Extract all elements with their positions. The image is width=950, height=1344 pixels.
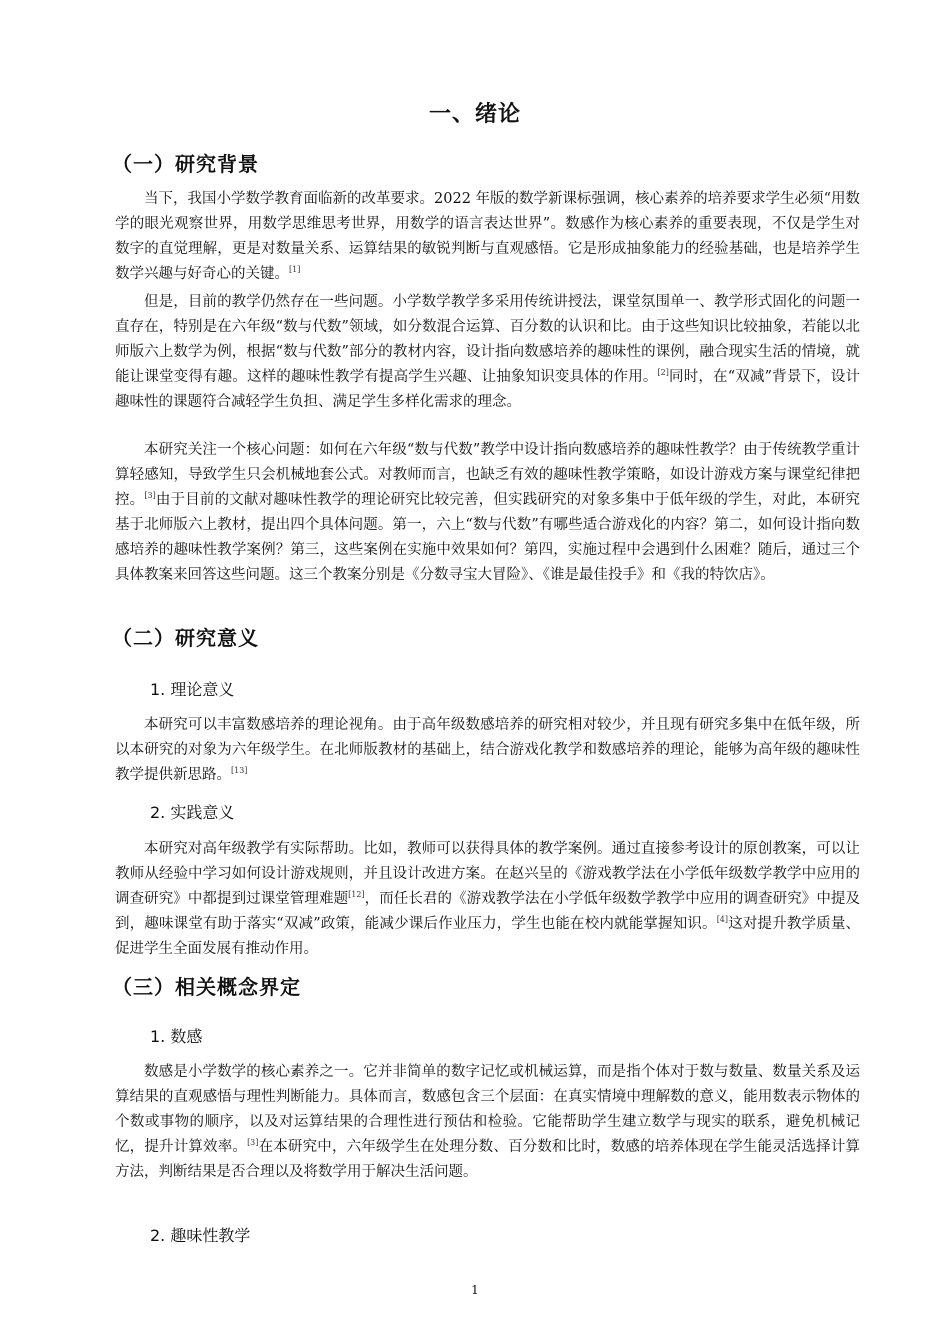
citation-marker: [1] <box>289 265 301 275</box>
citation-marker: [3] <box>144 491 156 501</box>
paragraph-text: 数感是小学数学的核心素养之一。它并非简单的数字记忆或机械运算，而是指个体对于数与数量、数量关系及运算结果的直观感悟与理性判断能力。具体而言，数感包含三个层面：在真实情境中理解数的意义，能用数表示物体的个数或事物的顺序，以及对运算结果的合理性进行预估和检验。它能帮助学生建立数学与现实的联系，避免机械记忆，提升计算效率。 <box>115 1064 860 1155</box>
section-heading-background: （一）研究背景 <box>112 152 259 176</box>
paragraph-text: 这对提升教学质量、促进学生全面发展有推动作用。 <box>115 916 861 957</box>
paragraph-background-1 <box>115 187 860 287</box>
paragraph-text: 同时，在“双减”背景下，设计趣味性的课题符合减轻学生负担、满足学生多样化需求的理念。 <box>115 369 861 410</box>
chapter-title: 一、绪论 <box>428 102 521 127</box>
paragraph-number-sense <box>115 1060 860 1185</box>
citation-marker: [2] <box>657 368 669 378</box>
section-heading-significance: （二）研究意义 <box>112 626 259 650</box>
subsection-heading-fun-teaching: 2. 趣味性教学 <box>150 1226 251 1245</box>
citation-marker: [4] <box>716 915 729 925</box>
subsection-heading-theory: 1. 理论意义 <box>150 680 235 699</box>
paragraph-text: 由于目前的文献对趣味性教学的理论研究比较完善，但实践研究的对象多集中于低年级的学生，对此，本研究基于北师版六上教材，提出四个具体问题。第一，六上“数与代数”有哪些适合游戏化的内容？第二，如何设计指向数感培养的趣味性教学案例？第三，这些案例在实施中效果如何？第四，实施过程中会遇到什么困难？随后，通过三个具体教案来回答这些问题。这三个教案分别是《分数寻宝大冒险》、《谁是最佳投手》和《我的特饮店》。 <box>115 492 861 583</box>
paragraph-text: 当下，我国小学数学教育面临新的改革要求。2022 年版的数学新课标强调，核心素养的培养要求学生必须“用数学的眼光观察世界，用数学思维思考世界，用数学的语言表达世界”。数感作为核心素养的重要表现，不仅是学生对数字的直觉理解，更是对数量关系、运算结果的敏锐判断与直观感悟。它是形成抽象能力的经验基础，也是培养学生数学兴趣与好奇心的关键。 <box>115 191 860 282</box>
paragraph-text: ，而任长君的《游戏教学法在小学低年级数学教学中应用的调查研究》中提及到，趣味课堂有助于落实“双减”政策，能减少课后作业压力，学生也能在校内就能掌握知识。 <box>115 891 861 932</box>
citation-marker: [12] <box>348 890 365 900</box>
citation-marker: [3] <box>247 1138 259 1148</box>
subsection-heading-practice: 2. 实践意义 <box>150 803 235 822</box>
paragraph-text: 在本研究中，六年级学生在处理分数、百分数和比时，数感的培养体现在学生能灵活选择计算方法，判断结果是否合理以及将数学用于解决生活问题。 <box>115 1139 861 1180</box>
paragraph-practice <box>115 837 860 962</box>
paragraph-background-3 <box>115 438 860 588</box>
paragraph-text: 本研究对高年级教学有实际帮助。比如，教师可以获得具体的教学案例。通过直接参考设计的原创教案，可以让教师从经验中学习如何设计游戏规则，并且设计改进方案。在赵兴呈的《游戏教学法在小学低年级数学教学中应用的调查研究》中都提到过课堂管理难题 <box>115 841 860 907</box>
section-heading-concepts: （三）相关概念界定 <box>112 975 301 999</box>
paragraph-text: 本研究可以丰富数感培养的理论视角。由于高年级数感培养的研究相对较少，并且现有研究多集中在低年级，所以本研究的对象为六年级学生。在北师版教材的基础上，结合游戏化教学和数感培养的理论，能够为高年级的趣味性教学提供新思路。 <box>115 717 860 783</box>
subsection-heading-number-sense: 1. 数感 <box>150 1027 203 1046</box>
paragraph-text: 本研究关注一个核心问题：如何在六年级“数与代数”教学中设计指向数感培养的趣味性教学？由于传统教学重计算轻感知，导致学生只会机械地套公式。对教师而言，也缺乏有效的趣味性教学策略，如设计游戏方案与课堂纪律把控。 <box>115 442 860 508</box>
paragraph-text: 但是，目前的教学仍然存在一些问题。小学数学教学多采用传统讲授法，课堂氛围单一、教学形式固化的问题一直存在，特别是在六年级“数与代数”领域，如分数混合运算、百分数的认识和比。由于这些知识比较抽象，若能以北师版六上数学为例，根据“数与代数”部分的教材内容，设计指向数感培养的趣味性的课例，融合现实生活的情境，就能让课堂变得有趣。这样的趣味性教学有提高学生兴趣、让抽象知识变具体的作用。 <box>115 294 860 385</box>
paragraph-theory <box>115 713 860 788</box>
page-number: 1 <box>471 1283 479 1297</box>
citation-marker: [13] <box>231 766 248 776</box>
paragraph-background-2 <box>115 290 860 415</box>
